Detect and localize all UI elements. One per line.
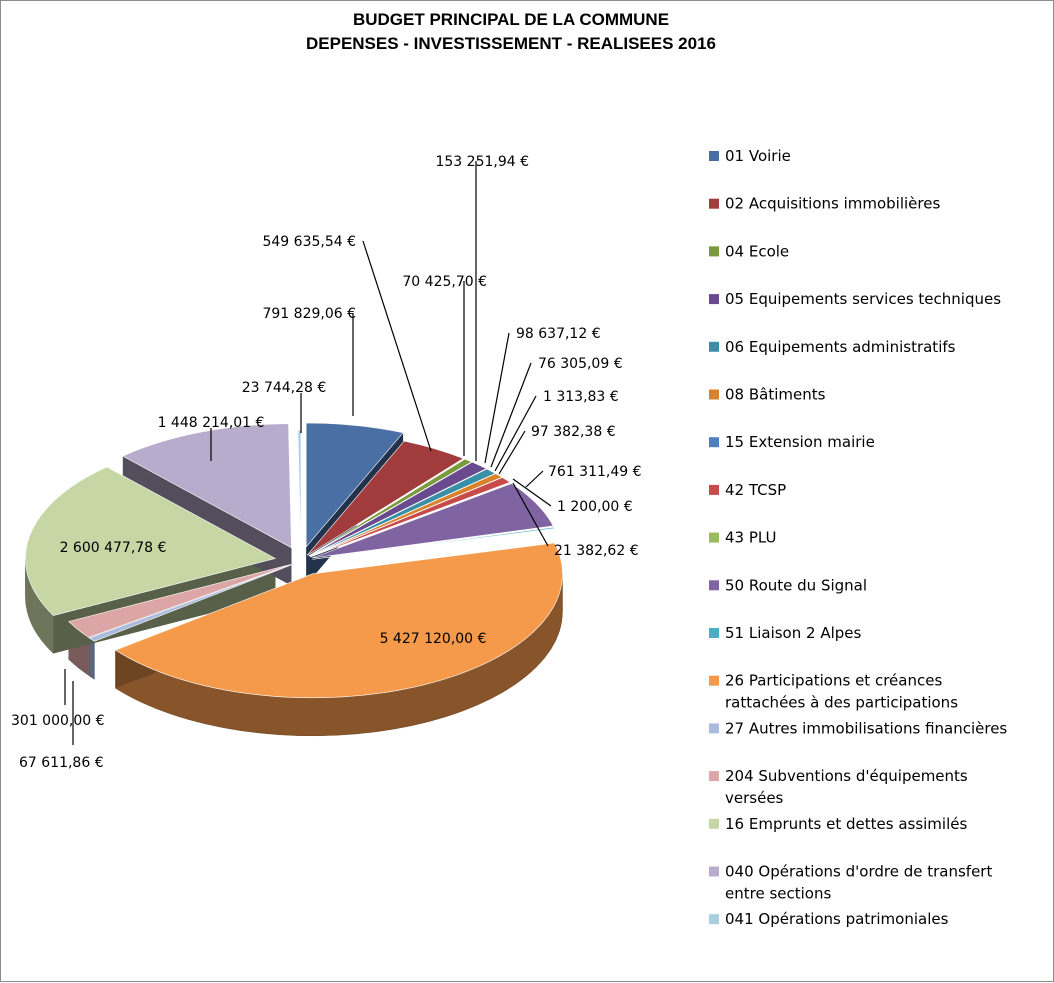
legend-swatch bbox=[709, 294, 719, 304]
legend-item bbox=[709, 386, 826, 404]
chart-title-line: DEPENSES - INVESTISSEMENT - REALISEES 2016 bbox=[305, 34, 717, 53]
legend-item bbox=[709, 863, 992, 903]
pie-slice-side bbox=[89, 638, 94, 679]
legend-swatch bbox=[709, 676, 719, 686]
legend-label: 02 Acquisitions immobilières bbox=[725, 194, 941, 213]
legend-item bbox=[709, 433, 875, 451]
data-label: 98 637,12 € bbox=[516, 326, 601, 342]
legend-swatch bbox=[709, 914, 719, 924]
data-label: 76 305,09 € bbox=[538, 356, 623, 372]
legend-label: 51 Liaison 2 Alpes bbox=[725, 624, 862, 642]
legend-item bbox=[709, 147, 791, 165]
legend-item bbox=[709, 624, 861, 642]
legend-item bbox=[709, 719, 1007, 737]
legend-swatch bbox=[709, 437, 719, 447]
legend-label: 204 Subventions d'équipements bbox=[725, 767, 968, 786]
legend-label: rattachées à des participations bbox=[725, 693, 959, 712]
data-label: 5 427 120,00 € bbox=[379, 631, 487, 647]
legend-label: 43 PLU bbox=[725, 528, 777, 547]
legend-item bbox=[709, 242, 789, 260]
data-label: 301 000,00 € bbox=[11, 713, 105, 729]
legend-swatch bbox=[709, 485, 719, 495]
data-label: 97 382,38 € bbox=[531, 424, 616, 440]
pie-chart bbox=[1, 1, 1054, 983]
data-label: 70 425,70 € bbox=[402, 274, 487, 290]
legend-label: 05 Equipements services techniques bbox=[725, 290, 1002, 309]
legend-swatch bbox=[709, 390, 719, 400]
data-label: 1 448 214,01 € bbox=[157, 415, 265, 431]
data-label: 23 744,28 € bbox=[241, 380, 327, 396]
pie-slice bbox=[298, 430, 301, 554]
data-label: 1 313,83 € bbox=[543, 389, 619, 405]
pie-plot-area bbox=[25, 423, 562, 736]
legend-label: versées bbox=[725, 789, 784, 808]
legend-label: 26 Participations et créances bbox=[725, 671, 943, 690]
data-label: 1 200,00 € bbox=[557, 499, 633, 515]
legend-label: 040 Opérations d'ordre de transfert bbox=[725, 862, 993, 881]
legend-item bbox=[709, 576, 867, 594]
data-label: 67 611,86 € bbox=[19, 755, 104, 771]
legend-label: 06 Equipements administratifs bbox=[725, 337, 956, 356]
legend-item bbox=[709, 290, 1001, 308]
legend-item bbox=[709, 815, 967, 833]
legend-swatch bbox=[709, 628, 719, 638]
legend-item bbox=[709, 195, 940, 213]
data-label: 21 382,62 € bbox=[554, 543, 639, 559]
legend-item bbox=[709, 338, 956, 356]
legend-label: 16 Emprunts et dettes assimilés bbox=[725, 814, 968, 833]
legend-swatch bbox=[709, 533, 719, 543]
legend-swatch bbox=[709, 580, 719, 590]
legend-item bbox=[709, 910, 949, 928]
data-label: 549 635,54 € bbox=[262, 234, 356, 250]
legend-swatch bbox=[709, 771, 719, 781]
legend-item bbox=[709, 481, 786, 499]
legend-label: 01 Voirie bbox=[725, 147, 791, 165]
chart-title bbox=[306, 10, 716, 53]
legend-label: 041 Opérations patrimoniales bbox=[725, 910, 949, 929]
legend-swatch bbox=[709, 151, 719, 161]
legend-label: entre sections bbox=[725, 884, 832, 903]
legend-item bbox=[709, 529, 777, 547]
legend-label: 42 TCSP bbox=[725, 480, 787, 499]
legend-swatch bbox=[709, 246, 719, 256]
legend-item bbox=[709, 767, 968, 807]
legend-label: 50 Route du Signal bbox=[725, 576, 868, 595]
legend-swatch bbox=[709, 723, 719, 733]
legend-swatch bbox=[709, 342, 719, 352]
chart-title-line: BUDGET PRINCIPAL DE LA COMMUNE bbox=[352, 10, 670, 29]
data-label: 153 251,94 € bbox=[435, 154, 529, 170]
legend-item bbox=[709, 672, 958, 712]
legend-label: 04 Ecole bbox=[725, 242, 790, 261]
data-label: 761 311,49 € bbox=[548, 464, 642, 480]
legend-label: 27 Autres immobilisations financières bbox=[725, 719, 1008, 738]
leader-line bbox=[363, 241, 431, 451]
leader-line bbox=[495, 396, 536, 471]
legend-label: 08 Bâtiments bbox=[725, 385, 826, 404]
legend-swatch bbox=[709, 819, 719, 829]
legend bbox=[709, 147, 1007, 928]
data-label: 791 829,06 € bbox=[262, 306, 356, 322]
leader-line bbox=[526, 471, 543, 487]
legend-swatch bbox=[709, 199, 719, 209]
legend-label: 15 Extension mairie bbox=[725, 433, 875, 452]
legend-swatch bbox=[709, 867, 719, 877]
data-label: 2 600 477,78 € bbox=[59, 540, 167, 556]
leader-line bbox=[485, 333, 509, 463]
